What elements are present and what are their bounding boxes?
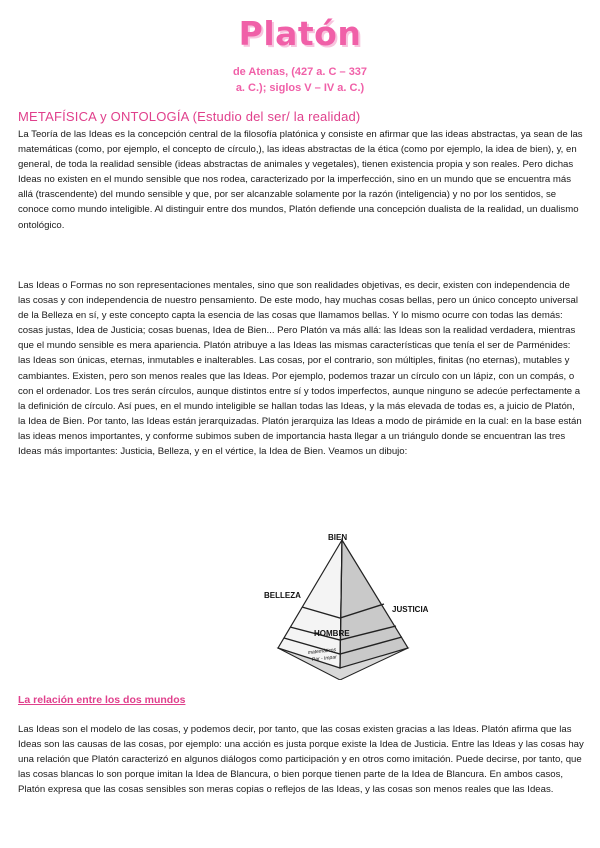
label-hombre: HOMBRE (314, 629, 350, 638)
pyramid-diagram (250, 530, 430, 680)
pyramid-right-face (340, 540, 408, 668)
paragraph-ideas-formas: Las Ideas o Formas no son representaciones mentales, sino que son realidades objetivas, es decir, existen con independencia de las cosas y con independencia de nuestro pensamiento. De este modo, hay muchas cosas bellas, pero un único concepto universal de la Belleza en sí, y este concepto capta la esencia de las cosas que llamamos bellas. Y lo mismo ocurre con todas las demás: cosas justas, Idea de Justicia; cosas buenas, Idea de Bien... Pero Platón va más allá: las Ideas son la realidad verdadera, mientras que el mundo sensible es mera apariencia. Platón atribuye a las Ideas las mismas características que tenía el ser de Parménides: las Ideas son únicas, eternas, inmutables e inalterables. Las cosas, por el contrario, son múltiples, finitas (no eternas), mutables y cambiantes. Existen, pero son menos reales que las Ideas. Por ejemplo, podemos trazar un círculo con un lápiz, con un compás, o con el ordenador. Los tres serán círculos, aunque distintos entre sí y todos imperfectos, aunque ninguno se adecúe perfectamente a la definición de círculo. Así pues, en el mundo inteligible se hallan todas las Ideas, y la más elevada de todas es, a juicio de Platón, la Idea de Bien. Por tanto, las Ideas están jerarquizadas. Platón jerarquiza las Ideas a modo de pirámide en la cual: en la base están las ideas menos importantes, y conforme subimos suben de importancia hasta llegar a un triángulo donde se encuentran las tres Ideas más importantes: Justicia, Belleza, y en el vértice, la Idea de Bien. Veamos un dibujo: (18, 280, 582, 458)
label-matematicos: matemáticos (307, 647, 337, 656)
section-heading: METAFÍSICA y ONTOLOGÍA (Estudio del ser/ la realidad) (18, 109, 361, 124)
page-title: Platón (238, 14, 362, 53)
label-bien: BIEN (328, 533, 348, 542)
paragraph-teoria-ideas: La Teoría de las Ideas es la concepción central de la filosofía platónica y consiste en afirmar que las ideas abstractas, ya sean de las matemáticas (como, por ejemplo, el concepto de círculo,), las ideas abstractas de la ética (como por ejemplo, la idea de bien), y, en general, de toda la realidad sensible (ideas abstractas de animales y vegetales), tienen existencia propia y son reales. Pero dichas Ideas no existen en el mundo sensible que nos rodea, caracterizado por la imperfección, sino en un mundo que se encuentra más allá (trascendente) del mundo sensible y que, por ser alcanzable solamente por la razón (inteligencia) y no por los sentidos, se conoce como mundo inteligible. Al distinguir entre dos mundos, Platón defiende una concepción dualista de la realidad, un dualismo ontológico. (18, 129, 583, 231)
label-belleza: BELLEZA (264, 591, 301, 600)
label-justicia: JUSTICIA (392, 605, 429, 614)
label-par-impar: Par - Impar (311, 654, 338, 663)
paragraph-relacion-mundos: Las Ideas son el modelo de las cosas, y podemos decir, por tanto, que las cosas existen gracias a las Ideas. Platón afirma que las Ideas son las causas de las cosas, por ejemplo: una acción es justa porque existe la Idea de Justicia. Entre las Ideas y las cosas hay una relación que Platón caracterizó en algunos diálogos como participación y en otros como imitación. Puede decirse, por tanto, que las cosas blancas lo son porque imitan la Idea de Blancura, o bien porque tienen parte de la Idea de Blancura. En ambos casos, Platón expresa que las cosas sensibles son meras copias o reflejos de las Ideas, y las cosas son menos reales que las Ideas. (18, 724, 584, 796)
subtitle-line-2: a. C.); siglos V – IV a. C.) (235, 82, 365, 94)
page-subtitle (200, 64, 400, 96)
sub-heading-relacion: La relación entre los dos mundos (18, 694, 186, 706)
subtitle-line-1: de Atenas, (427 a. C – 337 (232, 66, 368, 78)
